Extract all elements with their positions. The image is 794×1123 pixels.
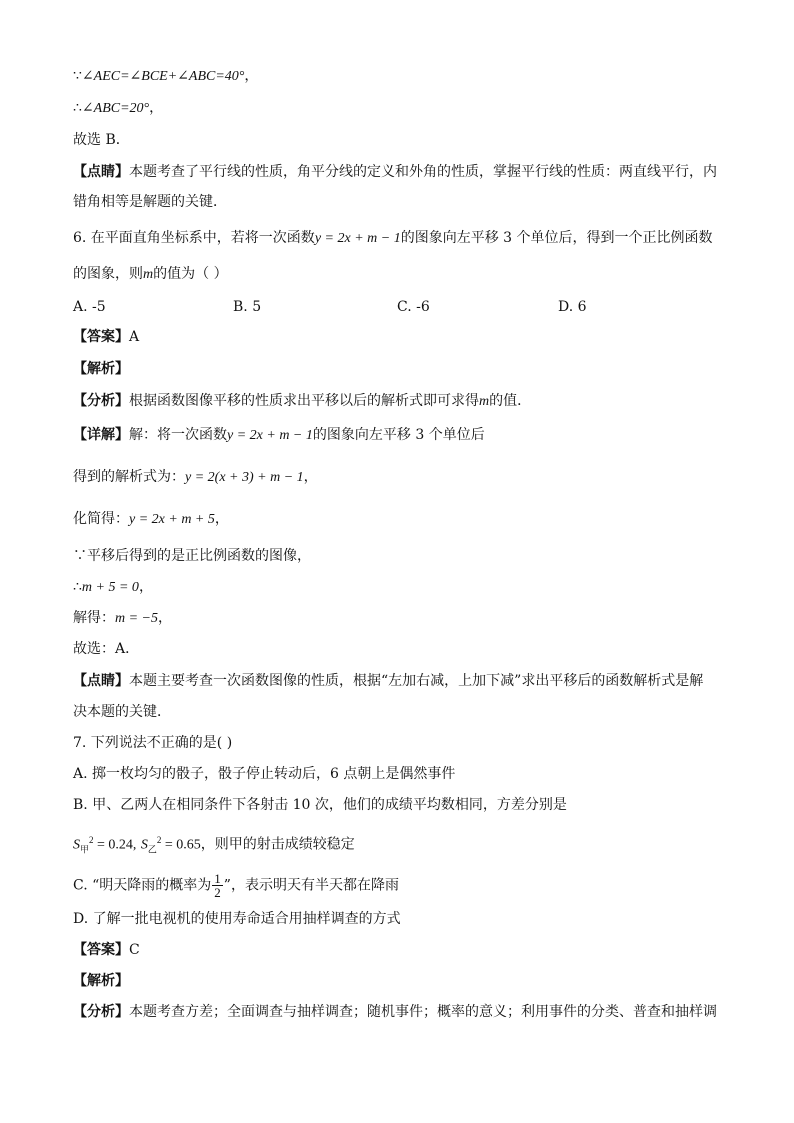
option-d: D. 6 [558,299,587,315]
step-line: 化简得：y = 2x + m + 5， [73,511,229,527]
option-c: C. “明天降雨的概率为 $\frac{1}{2}$ ”，表示明天有半天都在降雨 [73,871,399,900]
analysis-heading [73,359,129,379]
fraction: $\frac{1}{2}$ [214,871,221,900]
comment-line: 【点睛】本题考查了平行线的性质，角平分线的定义和外角的性质，掌握平行线的性质：两直线平行，内 [73,164,717,180]
comment-line: 错角相等是解题的关键． [73,194,227,210]
comment-line: 决本题的关键． [73,704,171,720]
math-expression: y = 2x + m + 5 [129,512,215,527]
therefore-symbol: ∴ [73,100,82,116]
step-line: ∵平移后得到的是正比例函数的图像， [73,548,311,564]
section-tag: 【分析】 [73,1004,129,1020]
math-expression: m + 5 = 0 [81,580,139,595]
option-c: C. -6 [397,299,430,315]
option-a: A. 掷一枚均匀的骰子，骰子停止转动后，6 点朝上是偶然事件 [73,766,456,782]
option-d: D. 了解一批电视机的使用寿命适合用抽样调查的方式 [73,911,401,927]
question-6: 6. 在平面直角坐标系中，若将一次函数y = 2x + m − 1的图象向左平移 3 个单位后，得到一个正比例函数 [73,230,713,246]
section-tag: 【答案】 [73,942,129,958]
step-line: 得到的解析式为：y = 2(x + 3) + m − 1， [73,469,318,485]
step-line: ∵∠AEC=∠BCE+∠ABC=40°， [73,68,259,84]
math-expression: m = −5 [115,611,159,626]
math-expression: y = 2x + m − 1 [314,231,401,246]
section-tag: 【详解】 [73,427,129,443]
question-6-cont: 的图象，则m的值为（ ） [73,266,228,282]
choice-line: 故选：A． [73,641,140,657]
section-tag: 【解析】 [73,973,129,989]
option-a: A. -5 [73,299,106,315]
analysis-line: 【分析】本题考查方差；全面调查与抽样调查；随机事件；概率的意义；利用事件的分类、普查和抽样调 [73,1004,717,1020]
section-tag: 【分析】 [73,393,129,409]
step-line: ∴m + 5 = 0， [73,579,153,595]
section-tag: 【点睛】 [73,164,129,180]
step-line: ∴∠ABC=20°， [73,100,164,116]
math-expression: ∠ABC=20° [81,101,150,116]
choice-line: 故选 B． [73,132,130,148]
section-tag: 【点睛】 [73,673,129,689]
question-7: 7. 下列说法不正确的是( ) [73,735,233,751]
analysis-line: 【分析】根据函数图像平移的性质求出平移以后的解析式即可求得m的值． [73,393,532,409]
math-expression: ∠AEC=∠BCE+∠ABC=40° [81,69,245,84]
option-b: B. 甲、乙两人在相同条件下各射击 10 次，他们的成绩平均数相同，方差分别是 [73,797,567,813]
math-expression: y = 2x + m − 1 [227,428,313,443]
answer-line: 【答案】C [73,942,140,958]
detail-line: 【详解】解：将一次函数y = 2x + m − 1的图象向左平移 3 个单位后 [73,427,485,443]
section-tag: 【答案】 [73,329,129,345]
analysis-heading [73,971,129,991]
section-tag: 【解析】 [73,361,129,377]
option-b-cont: $S_甲^2 = 0.24$, $S_乙^2 = 0.65$，则甲的射击成绩较稳定 [73,835,355,855]
comment-line: 【点睛】本题主要考查一次函数图像的性质，根据“左加右减，上加下减”求出平移后的函数解析式是解 [73,673,704,689]
because-symbol: ∵ [73,68,82,84]
step-line: 解得：m = −5， [73,610,173,626]
math-expression: y = 2(x + 3) + m − 1 [185,470,304,485]
answer-line: 【答案】A [73,329,140,345]
option-b: B. 5 [233,299,262,315]
